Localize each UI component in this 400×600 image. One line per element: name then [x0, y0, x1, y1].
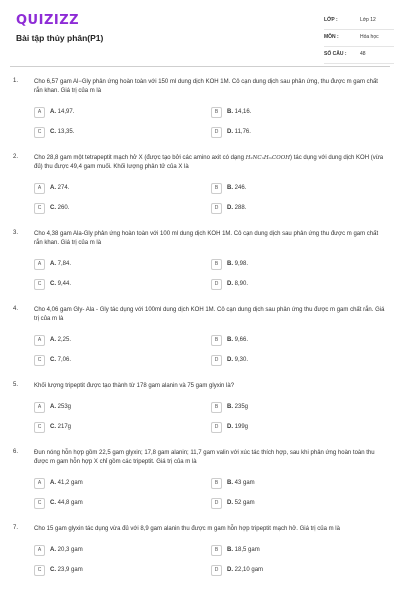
answer-options [34, 254, 388, 294]
option-text [50, 500, 83, 506]
question-number: 5. [13, 382, 19, 388]
option-label: A. [50, 261, 56, 267]
option-value: 43 gam [234, 480, 255, 486]
option-text [50, 357, 71, 363]
option-label: C. [50, 129, 56, 135]
option-label: B. [227, 261, 233, 267]
option-letter-box: B [211, 402, 222, 413]
answer-option-b[interactable] [211, 102, 388, 122]
option-value: 9,44. [57, 281, 72, 287]
option-text [227, 205, 246, 211]
question-text [34, 78, 388, 96]
option-label: B. [227, 185, 233, 191]
option-value: 8,90. [234, 281, 249, 287]
option-value: 235g [234, 404, 249, 410]
question-item [0, 230, 400, 294]
answer-option-c[interactable] [34, 198, 211, 218]
answer-option-a[interactable] [34, 254, 211, 274]
answer-option-b[interactable] [211, 397, 388, 417]
option-label: C. [50, 567, 56, 573]
answer-option-d[interactable] [211, 198, 388, 218]
option-text [227, 404, 248, 410]
meta-row-count [324, 49, 394, 64]
option-text [50, 424, 71, 430]
question-number: 7. [13, 525, 19, 531]
worksheet-meta [324, 15, 394, 66]
option-text [227, 261, 248, 267]
option-value: 52 gam [234, 500, 255, 506]
question-text-part: Cho 6,57 gam Al−Gly phản ứng hoàn toàn với 150 ml dung dịch KOH 1M. Cô cạn dung dịch sau phản ứng, thu được m gam chất rắn khan. Giá trị của m là [34, 79, 378, 94]
answer-option-b[interactable] [211, 473, 388, 493]
option-text [227, 500, 255, 506]
question-text-part: Đun nóng hỗn hợp gồm 22,5 gam glyxin; 17,8 gam alanin; 11,7 gam valin với xúc tác thích hợp, sau khi phản ứng hoàn toàn thu được m gam hỗn hợp X chỉ gồm các tripeptit. Giá trị của m là [34, 450, 375, 465]
option-text [227, 129, 251, 135]
answer-option-c[interactable] [34, 122, 211, 142]
option-value: 217g [57, 424, 72, 430]
answer-option-a[interactable] [34, 540, 211, 560]
meta-value: Lớp 12 [360, 17, 376, 23]
option-label: C. [50, 500, 56, 506]
question-text-part: Cho 4,06 gam Gly- Ala - Gly tác dụng với 100ml dung dịch KOH 1M. Cô cạn dung dịch sau phản ứng thu được m gam chất rắn. Giá trị của m là [34, 307, 385, 322]
worksheet-header [0, 0, 400, 64]
option-value: 11,76. [234, 129, 251, 135]
option-value: 246. [234, 185, 247, 191]
option-letter-box: C [34, 203, 45, 214]
question-text [34, 230, 388, 248]
option-letter-box: C [34, 498, 45, 509]
question-item [0, 306, 400, 370]
option-value: 44,8 gam [57, 500, 83, 506]
option-label: C. [50, 357, 56, 363]
option-text [50, 281, 71, 287]
option-value: 9,30. [234, 357, 249, 363]
answer-options [34, 540, 388, 580]
option-value: 9,66. [234, 337, 249, 343]
meta-value: Hóa học [360, 34, 379, 40]
option-text [227, 480, 255, 486]
answer-option-a[interactable] [34, 397, 211, 417]
answer-option-d[interactable] [211, 122, 388, 142]
question-number: 4. [13, 306, 19, 312]
worksheet-title: Bài tập thủy phân(P1) [16, 33, 104, 43]
option-label: A. [50, 404, 56, 410]
option-letter-box: B [211, 183, 222, 194]
answer-option-c[interactable] [34, 417, 211, 437]
option-label: D. [227, 567, 233, 573]
option-value: 288. [234, 205, 247, 211]
option-label: D. [227, 500, 233, 506]
option-text [50, 205, 69, 211]
option-letter-box: D [211, 565, 222, 576]
answer-option-d[interactable] [211, 560, 388, 580]
meta-key: MÔN : [324, 34, 339, 40]
answer-option-c[interactable] [34, 493, 211, 513]
option-text [227, 109, 251, 115]
option-label: A. [50, 185, 56, 191]
option-letter-box: B [211, 107, 222, 118]
option-label: B. [227, 547, 233, 553]
header-divider [10, 66, 390, 67]
answer-option-a[interactable] [34, 178, 211, 198]
option-letter-box: C [34, 422, 45, 433]
option-letter-box: A [34, 107, 45, 118]
option-letter-box: B [211, 335, 222, 346]
answer-option-b[interactable] [211, 178, 388, 198]
option-label: A. [50, 480, 56, 486]
answer-options [34, 178, 388, 218]
option-label: A. [50, 109, 56, 115]
question-item [0, 78, 400, 142]
answer-option-b[interactable] [211, 540, 388, 560]
option-letter-box: D [211, 203, 222, 214]
option-value: 23,9 gam [57, 567, 83, 573]
option-label: B. [227, 337, 233, 343]
option-value: 13,35. [57, 129, 75, 135]
option-letter-box: A [34, 478, 45, 489]
option-value: 2,25. [57, 337, 72, 343]
option-letter-box: C [34, 127, 45, 138]
answer-option-a[interactable] [34, 330, 211, 350]
option-value: 199g [234, 424, 249, 430]
option-value: 14,97. [57, 109, 75, 115]
option-text [227, 547, 260, 553]
question-number: 2. [13, 154, 19, 160]
option-letter-box: D [211, 355, 222, 366]
option-letter-box: D [211, 498, 222, 509]
option-text [50, 129, 74, 135]
option-label: D. [227, 357, 233, 363]
question-item [0, 449, 400, 513]
option-text [50, 480, 83, 486]
answer-option-a[interactable] [34, 473, 211, 493]
option-text [227, 424, 248, 430]
option-label: D. [227, 424, 233, 430]
answer-option-b[interactable] [211, 254, 388, 274]
option-value: 9,98. [234, 261, 249, 267]
question-text-part: Cho 15 gam glyxin tác dụng vừa đủ với 8,9 gam alanin thu được m gam hỗn hợp tripeptit mạch hở. Giá trị của m là [34, 526, 340, 532]
answer-option-d[interactable] [211, 350, 388, 370]
answer-option-c[interactable] [34, 274, 211, 294]
option-text [227, 281, 248, 287]
answer-option-b[interactable] [211, 330, 388, 350]
option-label: D. [227, 205, 233, 211]
option-value: 253g [57, 404, 72, 410]
option-value: 274. [57, 185, 70, 191]
option-text [50, 109, 74, 115]
option-letter-box: C [34, 279, 45, 290]
option-label: C. [50, 424, 56, 430]
answer-option-d[interactable] [211, 417, 388, 437]
question-item [0, 382, 400, 437]
option-label: D. [227, 129, 233, 135]
question-text [34, 382, 388, 391]
answer-option-a[interactable] [34, 102, 211, 122]
option-text [50, 185, 69, 191]
question-text [34, 154, 388, 172]
question-item [0, 154, 400, 218]
question-text-part: Cho 28,8 gam một tetrapeptit mạch hở X (được tạo bởi các amino axit có dạng [34, 155, 246, 161]
option-letter-box: D [211, 279, 222, 290]
answer-options [34, 473, 388, 513]
option-value: 260. [57, 205, 70, 211]
answer-option-c[interactable] [34, 560, 211, 580]
option-text [227, 185, 246, 191]
option-label: C. [50, 281, 56, 287]
option-letter-box: A [34, 183, 45, 194]
option-value: 7,06. [57, 357, 72, 363]
meta-value: 48 [360, 51, 366, 57]
option-letter-box: A [34, 402, 45, 413]
question-text [34, 306, 388, 324]
option-text [50, 547, 83, 553]
option-letter-box: B [211, 259, 222, 270]
meta-row-subject [324, 32, 394, 47]
option-letter-box: B [211, 478, 222, 489]
option-text [227, 337, 248, 343]
option-letter-box: A [34, 335, 45, 346]
answer-options [34, 330, 388, 370]
question-number: 1. [13, 78, 19, 84]
option-value: 14,16. [234, 109, 252, 115]
option-letter-box: D [211, 422, 222, 433]
option-letter-box: C [34, 355, 45, 366]
question-number: 6. [13, 449, 19, 455]
answer-options [34, 102, 388, 142]
question-text-part: Cho 4,38 gam Ala-Gly phản ứng hoàn toàn với 100 ml dung dịch KOH 1M. Cô cạn dung dịch sau phản ứng thu được m gam chất rắn khan. Giá trị của m là [34, 231, 379, 246]
answer-options [34, 397, 388, 437]
question-item [0, 525, 400, 580]
question-text-part: Khối lượng tripeptit được tạo thành từ 178 gam alanin và 75 gam glyxin là? [34, 383, 235, 389]
option-text [50, 404, 71, 410]
option-text [227, 357, 248, 363]
question-text [34, 525, 388, 534]
option-text [50, 261, 71, 267]
option-letter-box: C [34, 565, 45, 576]
option-value: 7,84. [57, 261, 72, 267]
option-letter-box: A [34, 259, 45, 270]
formula-text: H₂NCₙHₘCOOH [245, 155, 291, 161]
option-value: 41,2 gam [57, 480, 83, 486]
option-label: B. [227, 109, 233, 115]
option-label: B. [227, 480, 233, 486]
option-letter-box: A [34, 545, 45, 556]
option-text [227, 567, 263, 573]
option-letter-box: D [211, 127, 222, 138]
question-list [0, 78, 400, 592]
option-label: C. [50, 205, 56, 211]
option-label: B. [227, 404, 233, 410]
answer-option-d[interactable] [211, 493, 388, 513]
meta-key: LỚP : [324, 17, 338, 23]
option-label: D. [227, 281, 233, 287]
option-label: A. [50, 547, 56, 553]
answer-option-c[interactable] [34, 350, 211, 370]
option-text [50, 337, 71, 343]
quizizz-logo: QUIZIZZ [16, 13, 80, 28]
option-value: 20,3 gam [57, 547, 83, 553]
question-text [34, 449, 388, 467]
option-value: 22,10 gam [234, 567, 264, 573]
option-label: A. [50, 337, 56, 343]
answer-option-d[interactable] [211, 274, 388, 294]
option-text [50, 567, 83, 573]
question-text-part: ) tác dụng với dung dịch KOH (vừa đủ) thu được 49,4 gam muối. Khối lượng phân tử của X là [34, 155, 384, 170]
meta-row-class [324, 15, 394, 30]
question-number: 3. [13, 230, 19, 236]
option-letter-box: B [211, 545, 222, 556]
meta-key: SỐ CÂU : [324, 51, 347, 57]
option-value: 18,5 gam [234, 547, 260, 553]
